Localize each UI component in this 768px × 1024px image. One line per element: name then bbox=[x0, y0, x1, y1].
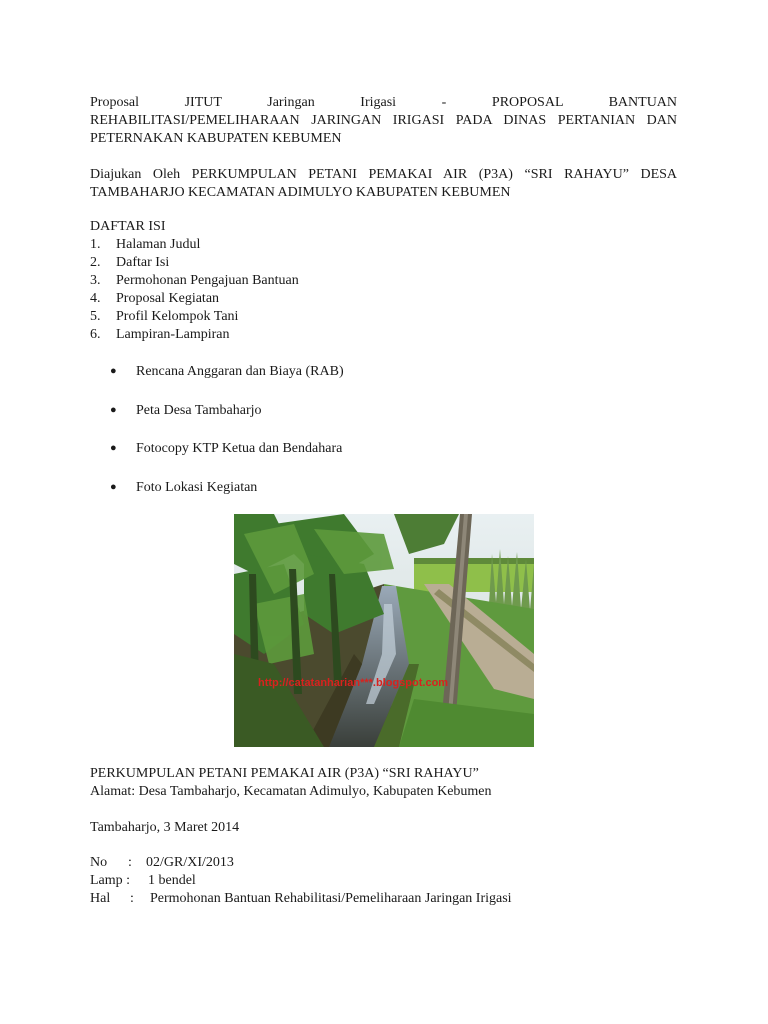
submitted-by bbox=[90, 166, 677, 202]
title-word: - bbox=[441, 95, 447, 110]
toc-label: Permohonan Pengajuan Bantuan bbox=[116, 273, 299, 288]
attachment-label: Peta Desa Tambaharjo bbox=[136, 402, 262, 418]
bullet-icon: ● bbox=[110, 442, 117, 454]
submitted-word: “SRI bbox=[524, 167, 553, 182]
photo-watermark: http://catatanharian***.blogspot.com bbox=[258, 677, 449, 689]
toc-number: 5. bbox=[90, 309, 101, 324]
toc-item bbox=[90, 272, 299, 290]
toc-item bbox=[90, 308, 299, 326]
submitted-word: DESA bbox=[640, 167, 678, 182]
submitted-word: AIR bbox=[443, 167, 468, 182]
title-word: PROPOSAL bbox=[491, 95, 563, 110]
attachment-label: Rencana Anggaran dan Biaya (RAB) bbox=[136, 364, 344, 379]
submitted-line-1 bbox=[90, 166, 677, 184]
number-label: No bbox=[90, 855, 108, 870]
subject-colon: : bbox=[130, 891, 134, 906]
letter-subject-row bbox=[90, 890, 677, 908]
toc-label: Daftar Isi bbox=[116, 255, 170, 270]
attachment-label: Fotocopy KTP Ketua dan Bendahara bbox=[136, 441, 343, 456]
canal-photo-illustration bbox=[234, 514, 534, 747]
title-word: Irigasi bbox=[360, 95, 397, 110]
bullet-icon: ● bbox=[110, 403, 117, 416]
submitted-word: RAHAYU” bbox=[564, 167, 629, 182]
number-value: 02/GR/XI/2013 bbox=[146, 855, 234, 870]
toc-number: 1. bbox=[90, 237, 101, 252]
title-line-1 bbox=[90, 94, 677, 112]
letter-attachment-row bbox=[90, 872, 677, 890]
title-word: Proposal bbox=[90, 95, 139, 110]
bullet-icon: ● bbox=[110, 365, 117, 377]
submitted-line-2: TAMBAHARJO KECAMATAN ADIMULYO KABUPATEN KEBUMEN bbox=[90, 185, 511, 200]
title-word: BANTUAN bbox=[608, 95, 678, 110]
toc-number: 4. bbox=[90, 291, 101, 306]
submitted-word: Oleh bbox=[152, 167, 181, 182]
toc-number: 6. bbox=[90, 327, 101, 342]
toc-label: Halaman Judul bbox=[116, 237, 201, 252]
letter-organization: PERKUMPULAN PETANI PEMAKAI AIR (P3A) “SRI RAHAYU” bbox=[90, 766, 479, 781]
title-line-2: REHABILITASI/PEMELIHARAAN JARINGAN IRIGASI PADA DINAS PERTANIAN DAN bbox=[90, 113, 677, 128]
attachment-count-label: Lamp : bbox=[90, 873, 131, 888]
toc-label: Lampiran-Lampiran bbox=[116, 327, 230, 342]
irrigation-canal-photo bbox=[234, 514, 534, 747]
toc-item bbox=[90, 254, 299, 272]
toc-number: 3. bbox=[90, 273, 101, 288]
submitted-word: (P3A) bbox=[478, 167, 513, 182]
toc-label: Profil Kelompok Tani bbox=[116, 309, 239, 324]
letter-place-date: Tambaharjo, 3 Maret 2014 bbox=[90, 820, 240, 835]
submitted-word: PEMAKAI bbox=[368, 167, 433, 182]
attachment-list bbox=[110, 362, 344, 516]
attachment-label: Foto Lokasi Kegiatan bbox=[136, 479, 258, 495]
letter-number-row bbox=[90, 854, 677, 872]
toc-item bbox=[90, 290, 299, 308]
letter-address: Alamat: Desa Tambaharjo, Kecamatan Adimulyo, Kabupaten Kebumen bbox=[90, 784, 492, 799]
bullet-icon: ● bbox=[110, 480, 117, 493]
toc-heading: DAFTAR ISI bbox=[90, 219, 166, 234]
submitted-word: PETANI bbox=[308, 167, 357, 182]
submitted-word: Diajukan bbox=[90, 167, 142, 182]
toc-label: Proposal Kegiatan bbox=[116, 291, 220, 306]
subject-label: Hal bbox=[90, 891, 111, 906]
title-line-3: PETERNAKAN KABUPATEN KEBUMEN bbox=[90, 131, 342, 146]
attachment-item bbox=[110, 401, 344, 440]
attachment-item bbox=[110, 439, 344, 478]
title-word: Jaringan bbox=[267, 95, 315, 110]
subject-value: Permohonan Bantuan Rehabilitasi/Pemeliharaan Jaringan Irigasi bbox=[150, 891, 512, 906]
attachment-item bbox=[110, 362, 344, 401]
title-word: JITUT bbox=[184, 95, 222, 110]
document-title bbox=[90, 94, 677, 148]
attachment-item bbox=[110, 478, 344, 517]
toc-item bbox=[90, 326, 299, 344]
toc-number: 2. bbox=[90, 255, 101, 270]
toc-item bbox=[90, 236, 299, 254]
submitted-word: PERKUMPULAN bbox=[191, 167, 297, 182]
letter-meta bbox=[90, 854, 677, 908]
number-colon: : bbox=[128, 855, 132, 870]
attachment-count-value: 1 bendel bbox=[148, 873, 196, 888]
toc-list bbox=[90, 236, 299, 344]
